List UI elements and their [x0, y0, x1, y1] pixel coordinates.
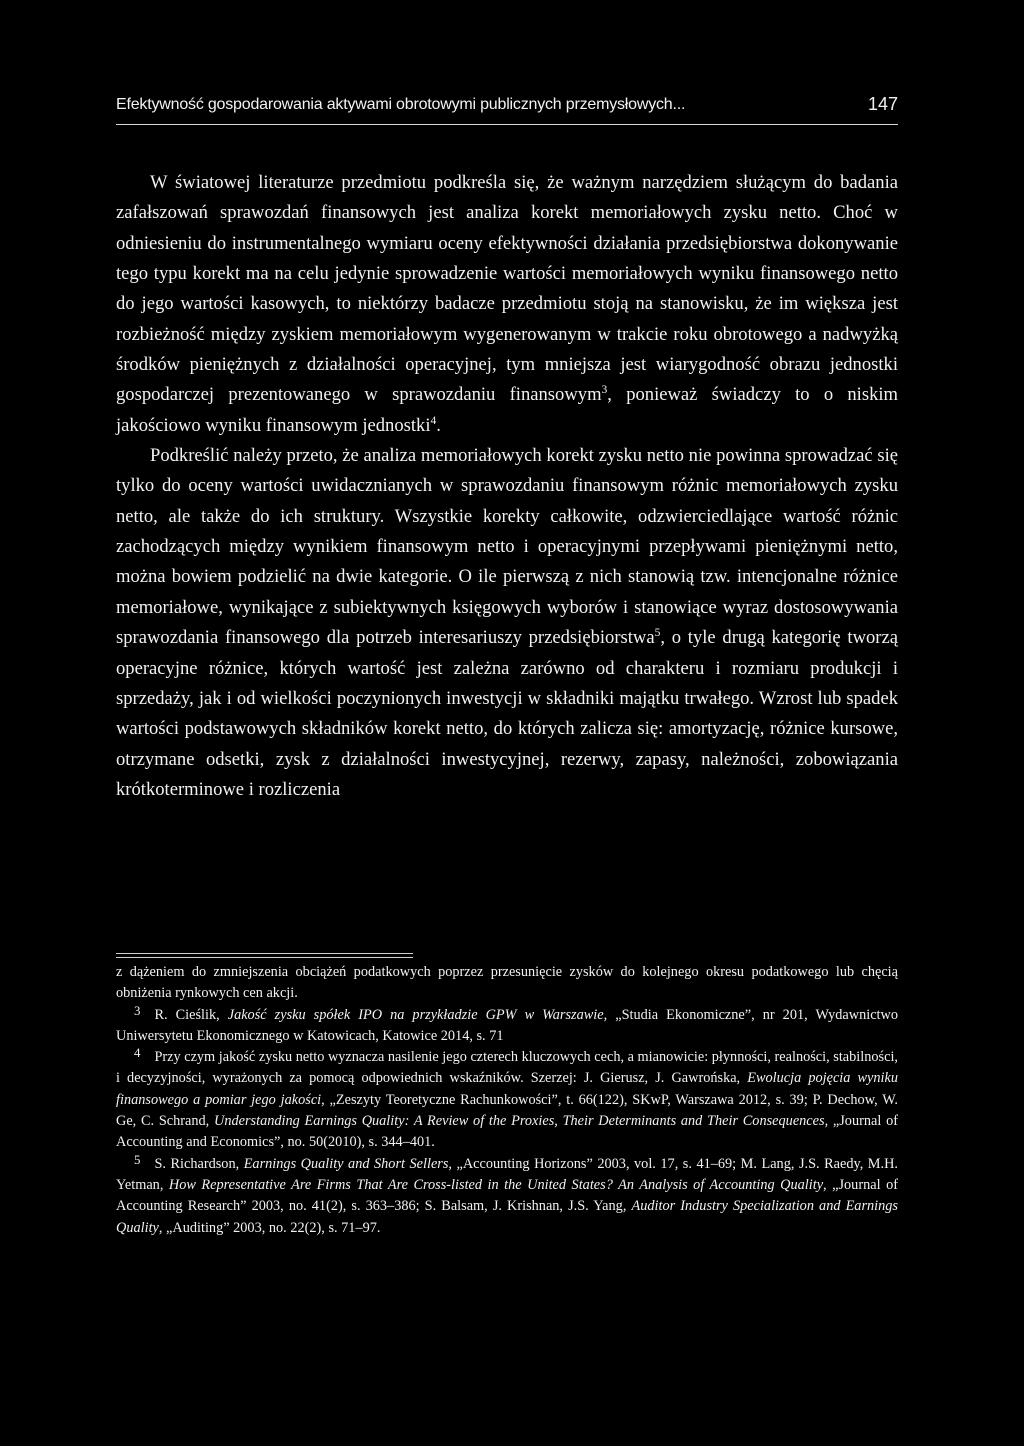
footnote-3-text-b: , „Studia Ekonomiczne”, nr 201, Wydawnictwo Uniwersytetu Ekonomicznego w Katowicach, Katowice 2014, s. 71 — [116, 1006, 898, 1044]
footnote-separator-second-line — [116, 957, 413, 958]
footnote-3-title: Jakość zysku spółek IPO na przykładzie GPW w Warszawie — [227, 1006, 604, 1023]
running-header — [116, 96, 898, 125]
footnote-3-number: 3 — [134, 1003, 141, 1018]
footnote-5-text-b: , „Accounting Horizons” 2003, vol. 17, s. 41–69; M. Lang, J.S. Raedy, M.H. Yetman, — [116, 1155, 898, 1193]
paragraph-1-text-b: , ponieważ świadczy to o niskim jakościowo wyniku finansowym jednostki — [116, 384, 898, 436]
paragraph-1-text-c: . — [436, 414, 441, 436]
paragraph-2-text-b: , o tyle drugą kategorię tworzą operacyjne różnice, których wartość jest zależna zarówno od charakteru i rozmiaru produkcji i sprzedaży, jak i od wielkości poczynionych inwestycji w składniki majątku trwałego. Wzrost lub spadek wartości podstawowych składników korekt netto, do których zalicza się: amortyzację, różnice kursowe, otrzymane odsetki, zysk z działalności inwestycyjnej, rezerwy, zapasy, należności, zobowiązania krótkoterminowe i rozliczenia — [116, 627, 898, 800]
running-title: Efektywność gospodarowania aktywami obrotowymi publicznych przemysłowych... — [116, 96, 686, 113]
paragraph-1 — [116, 168, 898, 441]
footnote-3-text-a: R. Cieślik, — [154, 1006, 228, 1023]
footnote-5-title-1: Earnings Quality and Short Sellers — [243, 1155, 449, 1172]
footnote-4-title-1: Ewolucja pojęcia wyniku finansowego a pomiar jego jakości — [116, 1070, 898, 1108]
footnote-5-number: 5 — [134, 1152, 141, 1167]
footnote-5-text-c: , „Journal of Accounting Research” 2003, no. 41(2), s. 363–386; S. Balsam, J. Krishnan, J.S. Yang, — [116, 1176, 898, 1215]
body-text — [116, 168, 898, 805]
footnote-continuation: z dążeniem do zmniejszenia obciążeń podatkowych poprzez przesunięcie zysków do kolejnego okresu podatkowego lub chęcią obniżenia rynkowych cen akcji. — [116, 964, 898, 1002]
footnote-4-title-2: Understanding Earnings Quality: A Review of the Proxies, Their Determinants and Their Consequences — [214, 1113, 825, 1130]
footnote-4 — [116, 1047, 898, 1153]
paragraph-2-text-a: Podkreślić należy przeto, że analiza memoriałowych korekt zysku netto nie powinna sprowadzać się tylko do oceny wartości uwidacznianych w sprawozdaniu finansowym różnic memoriałowych zysku netto, ale także do ich struktury. Wszystkie korekty całkowite, odzwierciedlające wartość różnic zachodzących między wynikiem finansowym netto i operacyjnymi przepływami pieniężnymi netto, można bowiem podzielić na dwie kategorie. O ile pierwszą z nich stanowią tzw. intencjonalne różnice memoriałowe, wynikające z subiektywnych księgowych wyborów i stanowiące wyraz dostosowywania sprawozdania finansowego dla potrzeb interesariuszy przedsiębiorstwa — [116, 445, 898, 649]
footnote-separator — [116, 953, 413, 954]
footnote-5-text-a: S. Richardson, — [154, 1155, 244, 1172]
page-number: 147 — [867, 94, 898, 114]
footnote-5-text-d: , „Auditing” 2003, no. 22(2), s. 71–97. — [158, 1219, 381, 1236]
footnote-ref-5: 5 — [654, 626, 661, 639]
paragraph-1-text-a: W światowej literaturze przedmiotu podkreśla się, że ważnym narzędziem służącym do badania zafałszowań sprawozdań finansowych jest analiza korekt memoriałowych zysku netto. Choć w odniesieniu do instrumentalnego wymiaru oceny efektywności działania przedsiębiorstwa dokonywanie tego typu korekt ma na celu jedynie sprowadzenie wartości memoriałowych wyniku finansowego netto do jego wartości kasowych, to niektórzy badacze przedmiotu stoją na stanowisku, że im większa jest rozbieżność między zyskiem memoriałowym wygenerowanym w trakcie roku obrotowego a nadwyżką środków pieniężnych z działalności operacyjnej, tym mniejsza jest wiarygodność obrazu jednostki gospodarczej prezentowanego w sprawozdaniu finansowym — [116, 172, 898, 406]
footnote-ref-4: 4 — [430, 414, 437, 427]
paragraph-2 — [116, 441, 898, 805]
footnote-4-number: 4 — [134, 1046, 141, 1061]
footnote-5-title-3: Auditor Industry Specialization and Earnings Quality — [116, 1198, 898, 1236]
footnote-5 — [116, 1154, 898, 1239]
footnote-ref-3: 3 — [601, 384, 608, 397]
footnote-3 — [116, 1005, 898, 1048]
footnote-4-text-b: , „Zeszyty Teoretyczne Rachunkowości”, t. 66(122), SKwP, Warszawa 2012, s. 39; P. Dechow, W. Ge, C. Schrand, — [116, 1091, 898, 1130]
footnotes — [116, 962, 898, 1239]
footnote-4-text-a: Przy czym jakość zysku netto wyznacza nasilenie jego czterech kluczowych cech, a mianowicie: płynności, realności, stabilności, i decyzyjności, wyrażonych za pomocą odpowiednich wskaźników. Szerzej: J. Gierusz, J. Gawrońska, — [116, 1049, 898, 1087]
footnote-5-title-2: How Representative Are Firms That Are Cross-listed in the United States? An Analysis of Accounting Quality — [168, 1176, 824, 1193]
footnote-4-text-c: , „Journal of Accounting and Economics”, no. 50(2010), s. 344–401. — [116, 1113, 898, 1151]
